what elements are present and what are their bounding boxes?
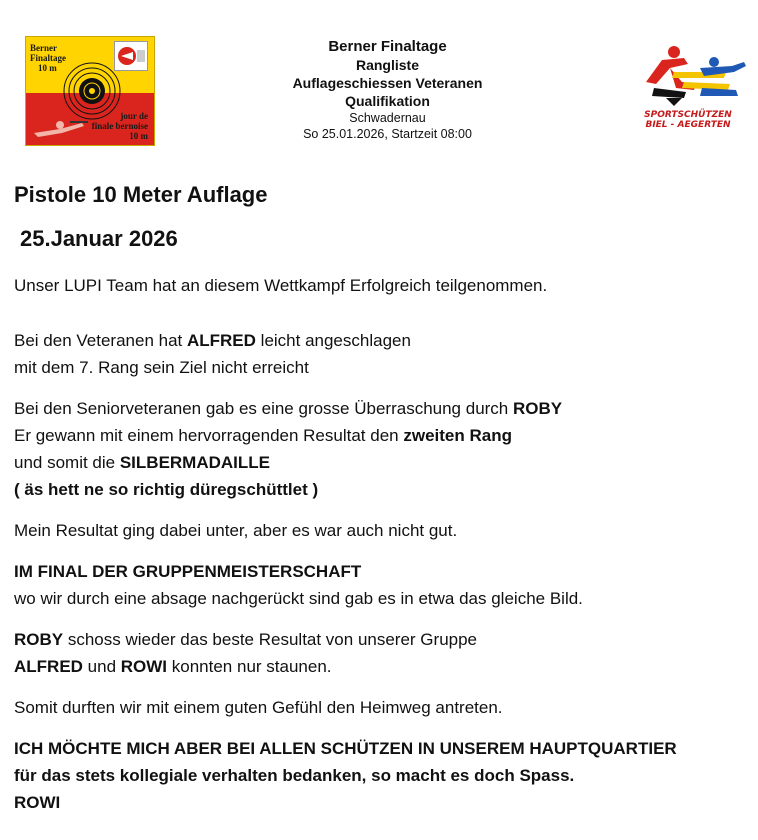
athletes-icon <box>626 38 750 110</box>
paragraph-intro: Unser LUPI Team hat an diesem Wettkampf Erfolgreich teilgenommen. <box>14 276 548 295</box>
club-name: SPORTSCHÜTZEN BIEL - AEGERTEN <box>644 110 732 130</box>
paragraph-group-final: IM FINAL DER GRUPPENMEISTERSCHAFT wo wir durch eine absage nachgerückt sind gab es in etwa das gleiche Bild. <box>14 562 583 608</box>
logo-left-text-bottom: jour de finale bernoise 10 m <box>91 111 148 141</box>
paragraph-veterans: Bei den Veteranen hat ALFRED leicht angeschlagen mit dem 7. Rang sein Ziel nicht erreicht <box>14 331 411 377</box>
logo-left-text-top: Berner Finaltage 10 m <box>30 43 66 73</box>
article-title: Pistole 10 Meter Auflage <box>14 182 268 207</box>
shooter-flag-icon <box>114 41 148 71</box>
signature: ROWI <box>14 793 61 812</box>
event-title: Berner Finaltage <box>328 38 447 55</box>
results-header <box>215 38 560 142</box>
location-label: Schwadernau <box>349 111 426 125</box>
paragraph-seniorveterans: Bei den Seniorveteranen gab es eine grosse Überraschung durch ROBY Er gewann mit einem hervorragenden Resultat den zweiten Rang und somit die SILBERMADAILLE ( äs hett ne so richtig düregschüttlet ) <box>14 399 563 499</box>
article <box>14 178 744 816</box>
shooter-figure-icon <box>30 111 90 141</box>
berner-finaltage-logo <box>25 36 155 146</box>
sportschuetzen-logo <box>626 38 750 146</box>
paragraph-own-result: Mein Resultat ging dabei unter, aber es war auch nicht gut. <box>14 521 458 540</box>
date-start-label: So 25.01.2026, Startzeit 08:00 <box>303 127 472 141</box>
paragraph-group-result: ROBY schoss wieder das beste Resultat von unserer Gruppe ALFRED und ROWI konnten nur staunen. <box>14 630 478 676</box>
article-date: 25.Januar 2026 <box>20 226 178 251</box>
paragraph-homeward: Somit durften wir mit einem guten Gefühl den Heimweg antreten. <box>14 698 503 717</box>
list-label: Rangliste <box>355 57 419 73</box>
round-label: Qualifikation <box>345 93 430 109</box>
discipline-label: Auflageschiessen Veteranen <box>292 75 483 91</box>
paragraph-thanks: ICH MÖCHTE MICH ABER BEI ALLEN SCHÜTZEN IN UNSEREM HAUPTQUARTIER für das stets kollegiale verhalten bedanken, so macht es doch Spass. ROWI <box>14 739 677 812</box>
